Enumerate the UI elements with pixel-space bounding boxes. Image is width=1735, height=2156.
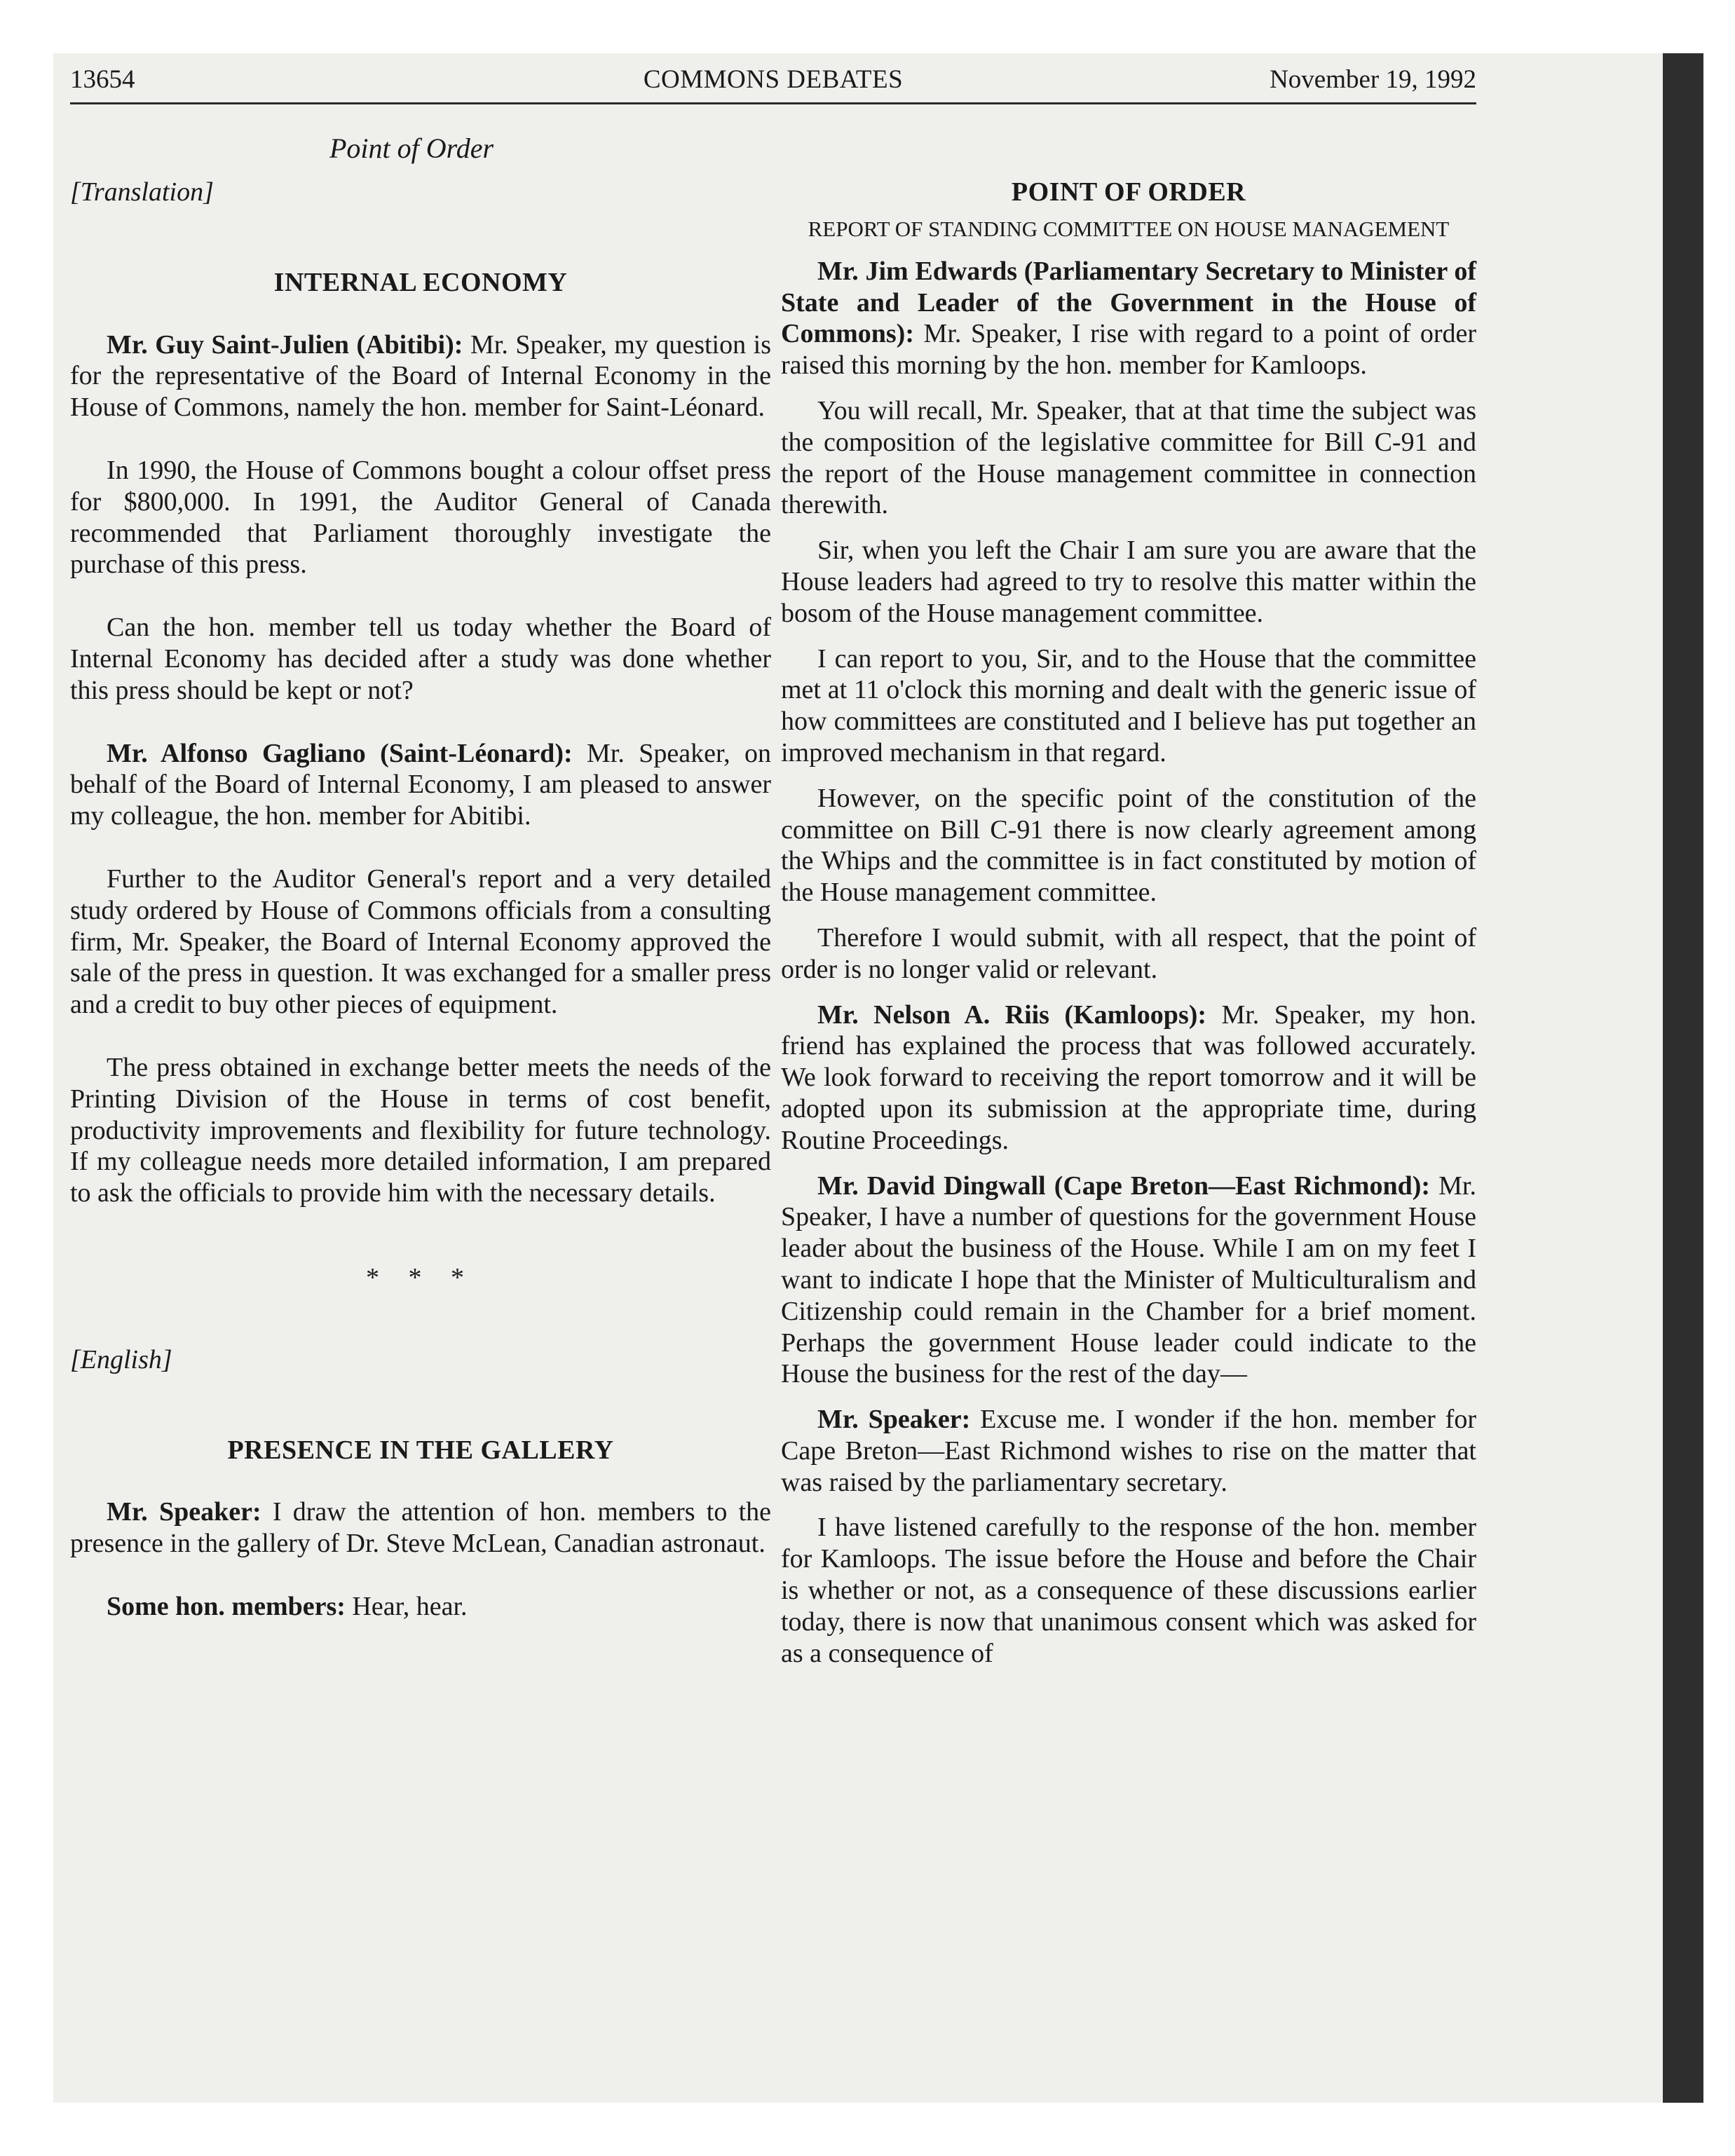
page-number: 13654 [70,65,135,94]
speaker-name: Some hon. members: [107,1591,346,1621]
scan-edge-shadow [1663,53,1703,2103]
paragraph [70,329,771,423]
paragraph: However, on the specific point of the constitution of the committee on Bill C-91 there is now clearly agreement among the Whips and the committee is in fact constituted by motion of the House management committee. [781,783,1476,908]
paragraph [70,1591,771,1623]
paragraph: Therefore I would submit, with all respect, that the point of order is no longer valid or relevant. [781,922,1476,984]
left-column [70,177,771,1654]
publication-date: November 19, 1992 [1270,65,1476,94]
heading-presence-in-gallery: PRESENCE IN THE GALLERY [227,1435,614,1465]
paragraph: Sir, when you left the Chair I am sure you are aware that the House leaders had agreed to try to resolve this matter within the bosom of the House management committee. [781,535,1476,628]
running-header [70,64,1476,95]
paragraph: You will recall, Mr. Speaker, that at that time the subject was the composition of the legislative committee for Bill C-91 and the report of the House management committee in connection therewith. [781,395,1476,520]
paragraph: Further to the Auditor General's report and a very detailed study ordered by House of Commons officials from a consulting firm, Mr. Speaker, the Board of Internal Economy approved the sale of the press in question. It was exchanged for a smaller press and a credit to buy other pieces of equipment. [70,864,771,1020]
speech-text: Mr. Speaker, I have a number of questions for the government House leader about the business of the House. While I am on my feet I want to indicate I hope that the Minister of Multiculturalism and Citizenship could remain in the Chamber for a brief moment. Perhaps the government House leader could indicate to the House the business for the rest of the day— [781,1171,1476,1389]
speaker-name: Mr. Nelson A. Riis (Kamloops): [817,999,1207,1030]
english-tag: [English] [70,1344,172,1374]
right-column [781,177,1476,1683]
speaker-name: Mr. Guy Saint-Julien (Abitibi): [107,329,463,360]
translation-tag: [Translation] [70,177,214,207]
publication-title: COMMONS DEBATES [643,65,904,94]
paragraph [781,256,1476,381]
speech-text: Mr. Speaker, my hon. friend has explained the process that was followed accurately. We look forward to receiving the report tomorrow and it will be adopted upon its submission at the appropriate time, during Routine Proceedings. [781,999,1476,1155]
speech-text: Mr. Speaker, on behalf of the Board of Internal Economy, I am pleased to answer my colleague, the hon. member for Abitibi. [70,738,771,831]
paragraph [781,999,1476,1157]
speaker-name: Mr. Jim Edwards (Parliamentary Secretary to Minister of State and Leader of the Government in the House of Commons): [781,256,1476,349]
paragraph [781,1404,1476,1498]
paragraph [70,738,771,832]
section-subtitle: Point of Order [329,132,494,164]
subheading-committee-report: REPORT OF STANDING COMMITTEE ON HOUSE MANAGEMENT [808,216,1450,241]
speech-text: I draw the attention of hon. members to the presence in the gallery of Dr. Steve McLean, Canadian astronaut. [70,1497,771,1559]
paragraph: I can report to you, Sir, and to the House that the committee met at 11 o'clock this morning and dealt with the generic issue of how committees are constituted and I believe has put together an improved mechanism in that regard. [781,643,1476,767]
header-rule [70,102,1476,104]
speech-text: Excuse me. I wonder if the hon. member for Cape Breton—East Richmond wishes to rise on the matter that was raised by the parliamentary secretary. [781,1405,1476,1497]
speaker-name: Mr. Speaker: [817,1405,971,1435]
heading-internal-economy: INTERNAL ECONOMY [273,267,568,297]
paragraph: Can the hon. member tell us today whether the Board of Internal Economy has decided after a study was done whether this press should be kept or not? [70,613,771,705]
speech-text: Hear, hear. [345,1591,468,1621]
speech-text: Mr. Speaker, I rise with regard to a point of order raised this morning by the hon. member for Kamloops. [781,319,1476,381]
paragraph [70,1496,771,1560]
paragraph: The press obtained in exchange better meets the needs of the Printing Division of the House in terms of cost benefit, productivity improvements and flexibility for future technology. If my colleague needs more detailed information, I am prepared to ask the officials to provide him with the necessary details. [70,1052,771,1208]
paragraph [781,1171,1476,1391]
speaker-name: Mr. Alfonso Gagliano (Saint-Léonard): [107,738,573,768]
speech-text: Mr. Speaker, my question is for the representative of the Board of Internal Economy in the House of Commons, namely the hon. member for Saint-Léonard. [70,329,771,423]
paragraph: I have listened carefully to the response of the hon. member for Kamloops. The issue before the House and before the Chair is whether or not, as a consequence of these discussions earlier today, there is now that unanimous consent which was asked for as a consequence of [781,1513,1476,1668]
speaker-name: Mr. David Dingwall (Cape Breton—East Richmond): [817,1171,1431,1201]
section-separator: * * * [366,1262,475,1292]
paragraph: In 1990, the House of Commons bought a colour offset press for $800,000. In 1991, the Auditor General of Canada recommended that Parliament thoroughly investigate the purchase of this press. [70,455,771,580]
heading-point-of-order: POINT OF ORDER [1011,177,1246,207]
speaker-name: Mr. Speaker: [107,1497,261,1527]
